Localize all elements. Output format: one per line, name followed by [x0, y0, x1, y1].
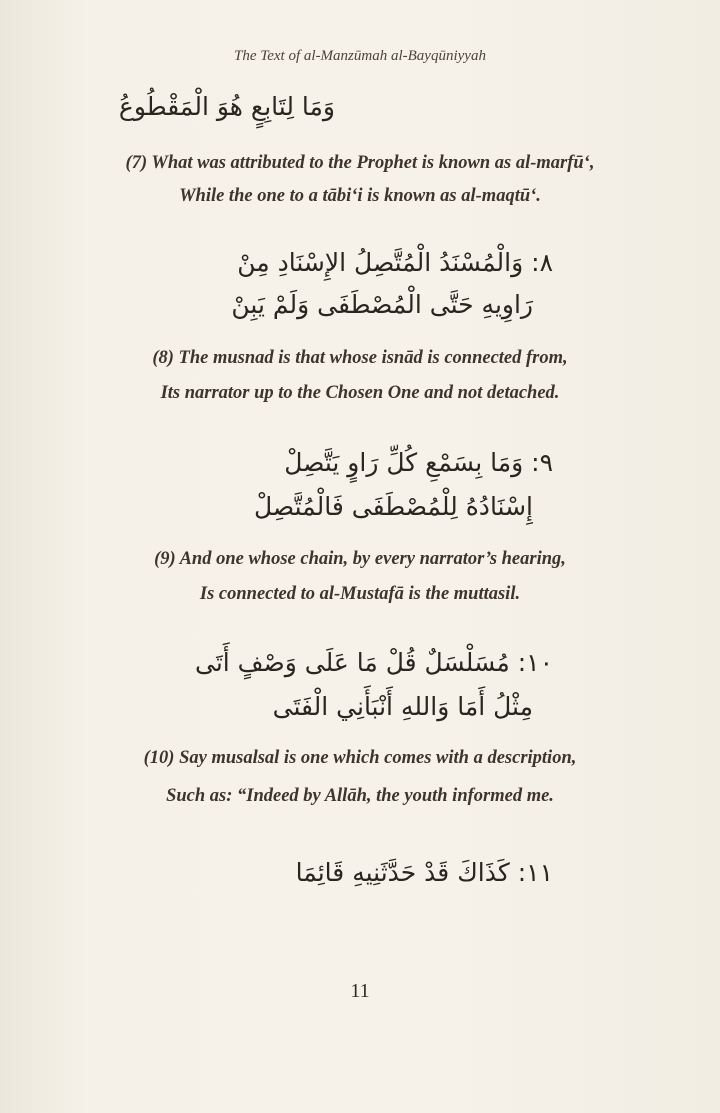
verse-8-arabic-line-1: ٨: وَالْمُسْنَدُ الْمُتَّصِلُ الإِسْنَادِ مِنْ	[237, 248, 553, 277]
verse-8-arabic-line-2: رَاوِيهِ حَتَّى الْمُصْطَفَى وَلَمْ يَبِنْ	[231, 290, 533, 319]
verse-10-translation-line-1: (10) Say musalsal is one which comes with a description,	[143, 748, 577, 768]
verse-9-translation-line-2: Is connected to al-Mustafā is the muttasil.	[199, 584, 521, 604]
page-number: 11	[350, 980, 370, 1002]
verse-9-arabic-line-2: إِسْنَادُهُ لِلْمُصْطَفَى فَالْمُتَّصِلْ	[254, 492, 533, 521]
verse-10-translation-line-2: Such as: “Indeed by Allāh, the youth informed me.	[166, 786, 554, 806]
verse-7-arabic-line-2: وَمَا لِتَابِعٍ هُوَ الْمَقْطُوعُ	[118, 92, 335, 121]
verse-9-arabic-line-1: ٩: وَمَا بِسَمْعِ كُلِّ رَاوٍ يَتَّصِلْ	[284, 448, 553, 477]
verse-7-translation-line-1: (7) What was attributed to the Prophet is known as al-marfū‘,	[125, 153, 595, 173]
verse-11-arabic-line-1: ١١: كَذَاكَ قَدْ حَدَّثَنِيهِ قَائِمَا	[295, 858, 553, 887]
verse-10-arabic-line-2: مِثْلُ أَمَا وَاللهِ أَنْبَأَنِي الْفَتَى	[272, 692, 533, 721]
verse-8-translation-line-1: (8) The musnad is that whose isnād is connected from,	[152, 348, 568, 368]
verse-7-translation-line-2: While the one to a tābi‘i is known as al-maqtū‘.	[179, 186, 541, 206]
verse-9-translation-line-1: (9) And one whose chain, by every narrator’s hearing,	[154, 549, 566, 569]
verse-10-arabic-line-1: ١٠: مُسَلْسَلٌ قُلْ مَا عَلَى وَصْفٍ أَتَى	[194, 648, 553, 677]
verse-8-translation-line-2: Its narrator up to the Chosen One and not detached.	[160, 383, 560, 403]
running-header: The Text of al-Manzūmah al-Bayqūniyyah	[234, 48, 486, 64]
